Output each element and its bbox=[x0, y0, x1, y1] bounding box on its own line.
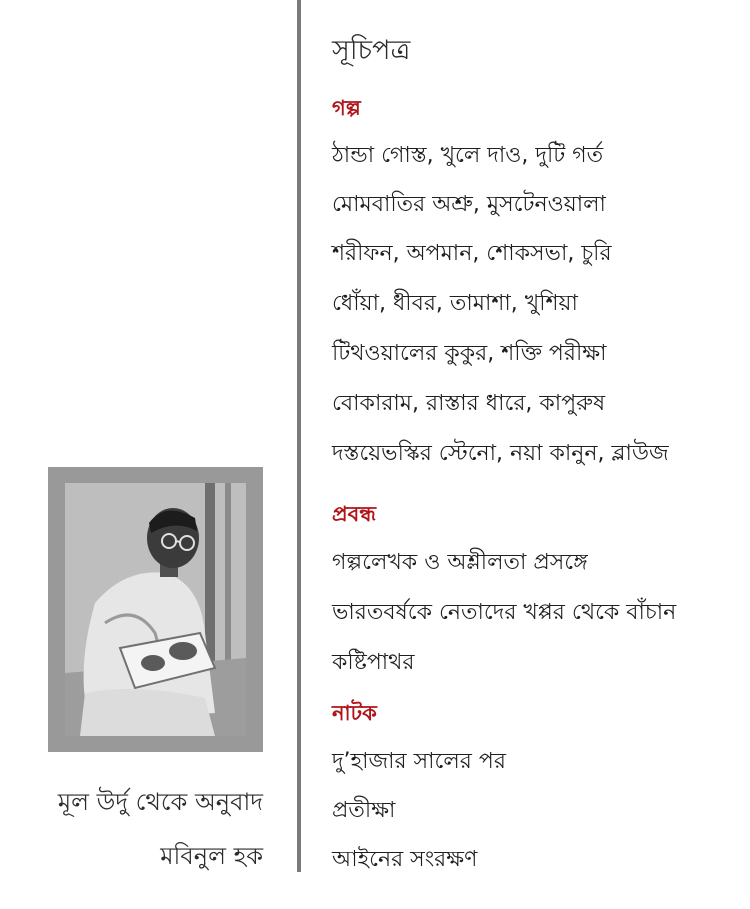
translator-name: মবিনুল হক bbox=[160, 842, 263, 870]
author-photo bbox=[65, 483, 246, 736]
toc-entry: ঠান্ডা গোস্ত, খুলে দাও, দুটি গর্ত bbox=[332, 143, 604, 168]
toc-entry: ধোঁয়া, ধীবর, তামাশা, খুশিয়া bbox=[332, 291, 578, 316]
translation-credit: মূল উর্দু থেকে অনুবাদ bbox=[57, 788, 263, 816]
toc-entry: প্রতীক্ষা bbox=[332, 798, 396, 823]
toc-entry: ভারতবর্ষকে নেতাদের খপ্পর থেকে বাঁচান bbox=[332, 600, 677, 625]
toc-entry: শরীফন, অপমান, শোকসভা, চুরি bbox=[332, 241, 612, 266]
toc-entry: বোকারাম, রাস্তার ধারে, কাপুরুষ bbox=[332, 391, 606, 416]
vertical-divider bbox=[297, 0, 301, 872]
section-heading-stories: গল্প bbox=[332, 96, 361, 120]
toc-entry: কষ্টিপাথর bbox=[332, 650, 415, 675]
toc-title: সূচিপত্র bbox=[332, 35, 411, 66]
section-heading-essays: প্রবন্ধ bbox=[332, 502, 376, 526]
toc-entry: দু’হাজার সালের পর bbox=[332, 749, 506, 774]
toc-entry: মোমবাতির অশ্রু, মুসটেনওয়ালা bbox=[332, 192, 606, 217]
toc-entry: দস্তয়েভস্কির স্টেনো, নয়া কানুন, ব্লাউজ bbox=[332, 441, 669, 466]
toc-entry: আইনের সংরক্ষণ bbox=[332, 847, 478, 872]
section-heading-plays: নাটক bbox=[332, 701, 377, 725]
toc-entry: গল্পলেখক ও অশ্লীলতা প্রসঙ্গে bbox=[332, 550, 588, 575]
toc-entry: টিথওয়ালের কুকুর, শক্তি পরীক্ষা bbox=[332, 341, 607, 366]
author-photo-frame bbox=[48, 467, 263, 752]
